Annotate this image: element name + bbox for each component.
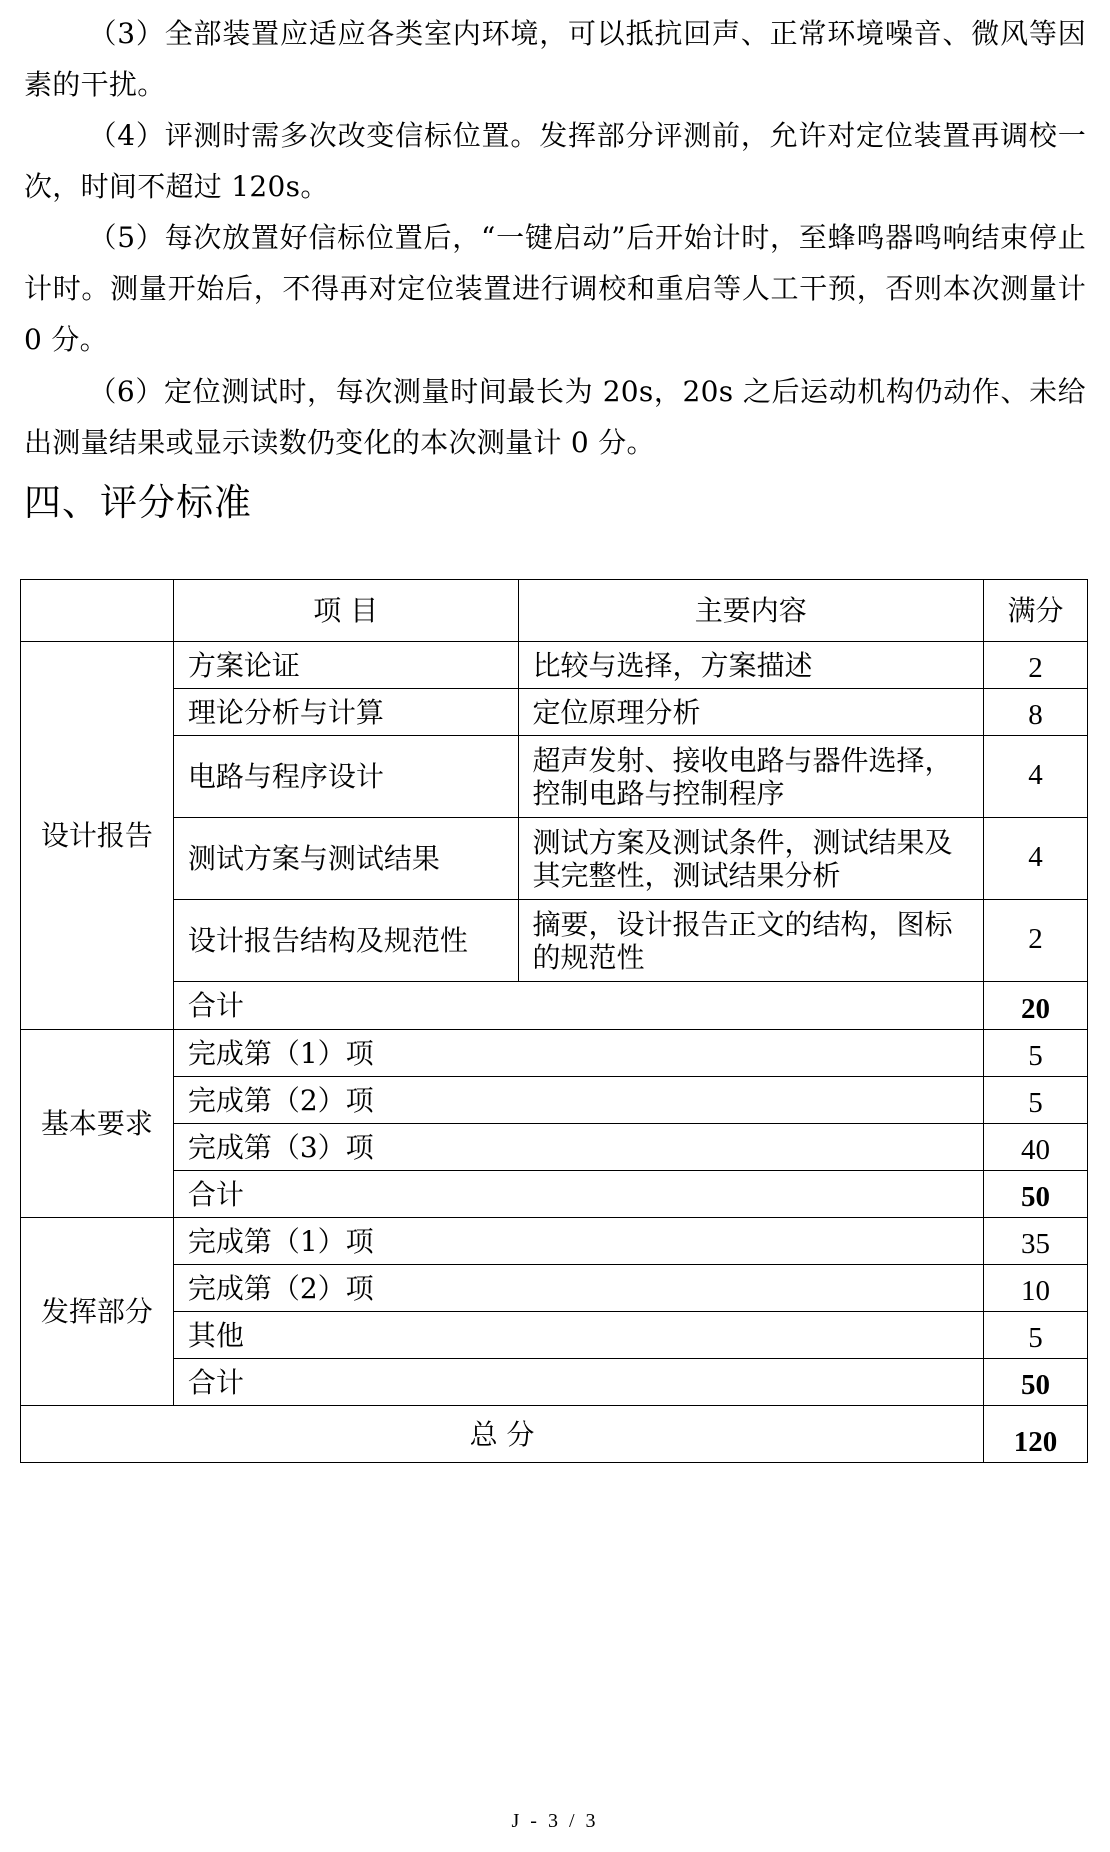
header-score: 满分 [984, 580, 1088, 642]
total-label: 总 分 [21, 1406, 984, 1463]
paragraph-3 [24, 8, 1086, 110]
paragraph-5 [24, 212, 1086, 365]
row-score: 8 [984, 689, 1088, 736]
header-item: 项 目 [173, 580, 518, 642]
table-row [21, 1312, 1088, 1359]
row-score: 2 [984, 642, 1088, 689]
subtotal-score: 50 [984, 1359, 1088, 1406]
row-score: 2 [984, 900, 1088, 982]
row-content: 比较与选择，方案描述 [518, 642, 984, 689]
table-row [21, 900, 1088, 982]
page-footer: J - 3 / 3 [511, 1810, 599, 1832]
total-row [21, 1406, 1088, 1463]
row-score: 4 [984, 736, 1088, 818]
category-basic: 基本要求 [21, 1030, 174, 1218]
row-score: 10 [984, 1265, 1088, 1312]
paragraph-5-text: （5）每次放置好信标位置后，“一键启动”后开始计时，至蜂鸣器鸣响结束停止计时。测量开始后，不得再对定位装置进行调校和重启等人工干预，否则本次测量计 0 分。 [24, 221, 1086, 356]
header-content: 主要内容 [518, 580, 984, 642]
row-score: 5 [984, 1312, 1088, 1359]
paragraph-4 [24, 110, 1086, 212]
row-item: 其他 [173, 1312, 983, 1359]
subtotal-label: 合计 [173, 1171, 983, 1218]
row-item: 完成第（2）项 [173, 1077, 983, 1124]
row-item: 完成第（1）项 [173, 1218, 983, 1265]
table-row [21, 736, 1088, 818]
subtotal-label: 合计 [173, 1359, 983, 1406]
table-row [21, 1265, 1088, 1312]
row-score: 5 [984, 1077, 1088, 1124]
subtotal-row [21, 1359, 1088, 1406]
row-content: 测试方案及测试条件，测试结果及其完整性，测试结果分析 [518, 818, 984, 900]
subtotal-label: 合计 [173, 982, 983, 1030]
subtotal-row [21, 1171, 1088, 1218]
table-header-row [21, 580, 1088, 642]
row-item: 测试方案与测试结果 [173, 818, 518, 900]
row-content: 定位原理分析 [518, 689, 984, 736]
row-score: 5 [984, 1030, 1088, 1077]
paragraph-4-text: （4）评测时需多次改变信标位置。发挥部分评测前，允许对定位装置再调校一次，时间不超过 120s。 [24, 119, 1086, 203]
row-item: 完成第（2）项 [173, 1265, 983, 1312]
paragraph-6 [24, 366, 1086, 468]
row-item: 完成第（3）项 [173, 1124, 983, 1171]
table-row [21, 1030, 1088, 1077]
subtotal-row [21, 982, 1088, 1030]
table-row [21, 642, 1088, 689]
row-item: 完成第（1）项 [173, 1030, 983, 1077]
row-item: 方案论证 [173, 642, 518, 689]
row-score: 35 [984, 1218, 1088, 1265]
table-row [21, 1124, 1088, 1171]
table-row [21, 1077, 1088, 1124]
category-extended: 发挥部分 [21, 1218, 174, 1406]
row-content: 超声发射、接收电路与器件选择，控制电路与控制程序 [518, 736, 984, 818]
subtotal-score: 50 [984, 1171, 1088, 1218]
row-item: 电路与程序设计 [173, 736, 518, 818]
row-score: 4 [984, 818, 1088, 900]
section-heading: 四、评分标准 [24, 481, 252, 524]
row-item: 设计报告结构及规范性 [173, 900, 518, 982]
subtotal-score: 20 [984, 982, 1088, 1030]
category-design-report: 设计报告 [21, 642, 174, 1030]
paragraph-6-text: （6）定位测试时，每次测量时间最长为 20s，20s 之后运动机构仍动作、未给出测量结果或显示读数仍变化的本次测量计 0 分。 [24, 375, 1086, 459]
row-score: 40 [984, 1124, 1088, 1171]
paragraph-3-text: （3）全部装置应适应各类室内环境，可以抵抗回声、正常环境噪音、微风等因素的干扰。 [24, 17, 1086, 101]
table-row [21, 818, 1088, 900]
total-score: 120 [984, 1406, 1088, 1463]
table-row [21, 1218, 1088, 1265]
table-row [21, 689, 1088, 736]
row-content: 摘要，设计报告正文的结构，图标的规范性 [518, 900, 984, 982]
header-blank-cell [21, 580, 174, 642]
row-item: 理论分析与计算 [173, 689, 518, 736]
scoring-table [20, 579, 1088, 1463]
